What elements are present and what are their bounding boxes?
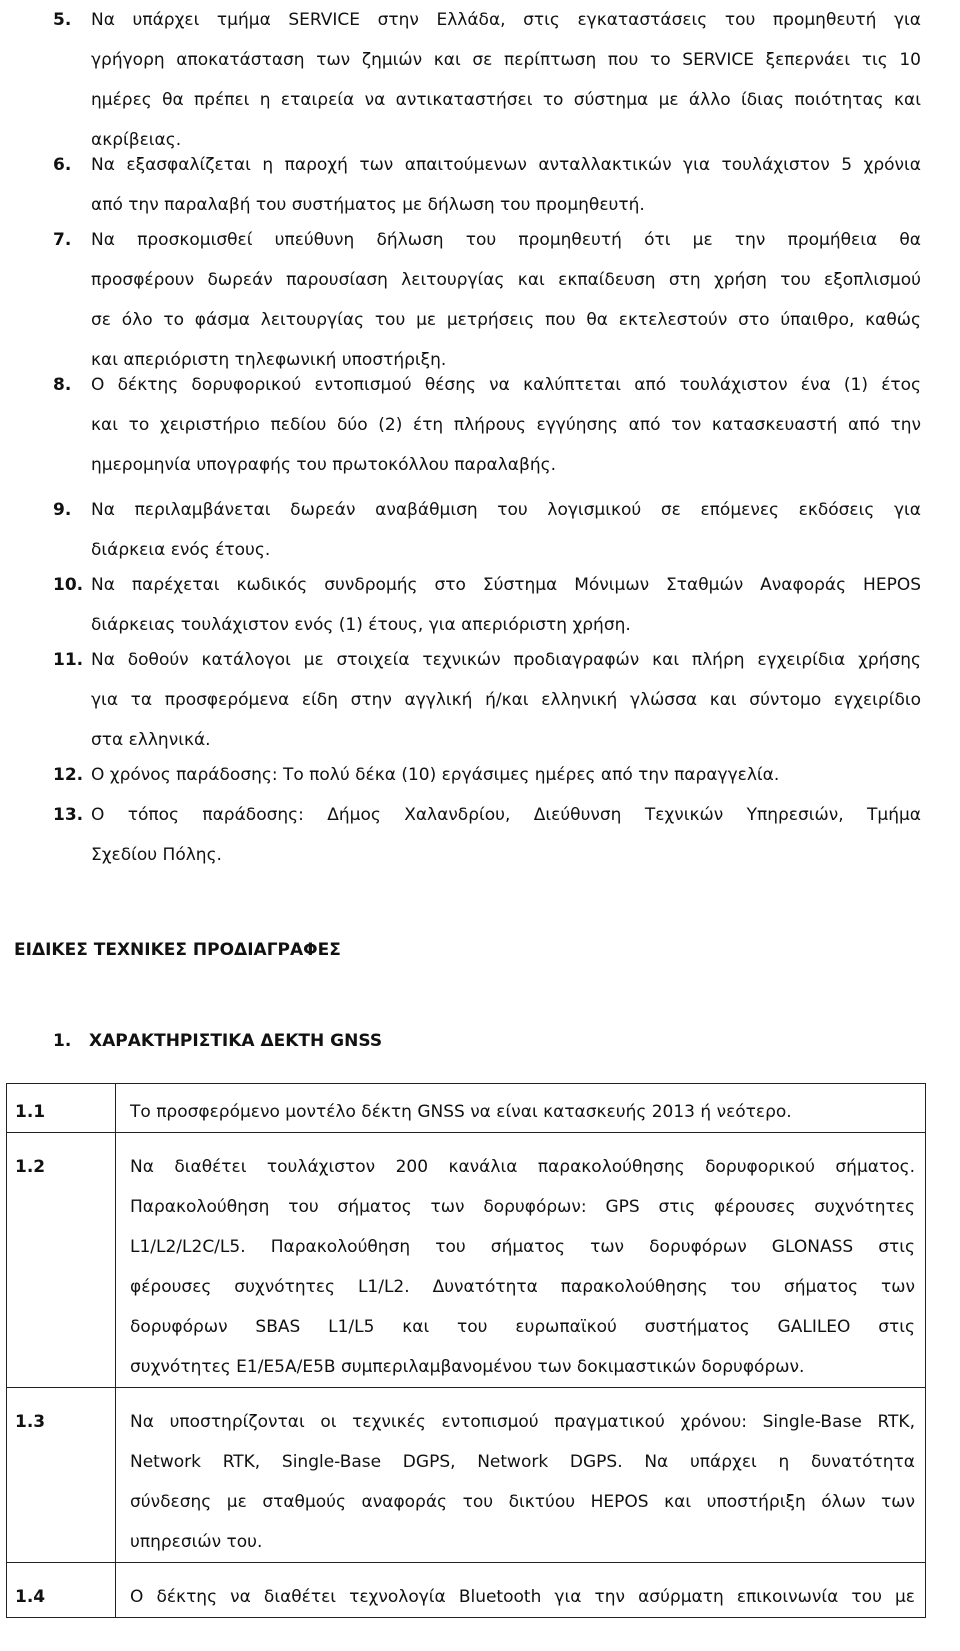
text-line <box>53 490 921 530</box>
spec-line: L1/L2/L2C/L5. Παρακολούθηση του σήματος των δορυφόρων GLONASS στις <box>130 1237 915 1257</box>
text-line <box>53 720 921 760</box>
list-item <box>53 145 921 225</box>
list-item-text: Ο δέκτης δορυφορικού εντοπισμού θέσης να καλύπτεται από τουλάχιστον ένα (1) έτος <box>91 375 921 395</box>
list-item-text: ημέρες θα πρέπει η εταιρεία να αντικαταστήσει το σύστημα με άλλο ίδιας ποιότητας και <box>91 90 921 110</box>
spec-line: σύνδεσης με σταθμούς αναφοράς του δικτύου HEPOS και υποστήριξη όλων των <box>130 1492 915 1512</box>
list-item-text: Να υπάρχει τμήμα SERVICE στην Ελλάδα, στις εγκαταστάσεις του προμηθευτή για <box>91 10 921 30</box>
list-item-number: 13. <box>53 805 84 825</box>
list-item-text: ακρίβειας. <box>91 130 182 150</box>
list-item-number: 11. <box>53 650 84 670</box>
spec-line: υπηρεσιών του. <box>130 1532 263 1552</box>
list-item-number: 5. <box>53 10 72 30</box>
list-item-text: Σχεδίου Πόλης. <box>91 845 222 865</box>
list-item-number: 7. <box>53 230 72 250</box>
list-item-text: ημερομηνία υπογραφής του πρωτοκόλλου παραλαβής. <box>91 455 556 475</box>
spec-description <box>116 1563 926 1618</box>
text-line <box>53 0 921 40</box>
spec-line: Ο δέκτης να διαθέτει τεχνολογία Bluetooth για την ασύρματη επικοινωνία του με <box>130 1587 915 1607</box>
list-item-text: από την παραλαβή του συστήματος με δήλωση του προμηθευτή. <box>91 195 645 215</box>
list-item-text: Να δοθούν κατάλογοι με στοιχεία τεχνικών προδιαγραφών και πλήρη εγχειρίδια χρήσης <box>91 650 921 670</box>
spec-line: Να διαθέτει τουλάχιστον 200 κανάλια παρακολούθησης δορυφορικού σήματος. <box>130 1157 915 1177</box>
list-item-text: προσφέρουν δωρεάν παρουσίαση λειτουργίας και εκπαίδευση στη χρήση του εξοπλισμού <box>91 270 921 290</box>
spec-line: φέρουσες συχνότητες L1/L2. Δυνατότητα παρακολούθησης του σήματος των <box>130 1277 915 1297</box>
spec-line: συχνότητες E1/E5A/E5B συμπεριλαμβανομένου των δοκιμαστικών δορυφόρων. <box>130 1357 805 1377</box>
list-item-number: 10. <box>53 575 84 595</box>
spec-code: 1.2 <box>7 1133 116 1388</box>
list-item-number: 9. <box>53 500 72 520</box>
list-item <box>53 755 921 795</box>
list-item-text: γρήγορη αποκατάσταση των ζημιών και σε περίπτωση που το SERVICE ξεπερνάει τις 10 <box>91 50 921 70</box>
list-item-text: Να παρέχεται κωδικός συνδρομής στο Σύστημα Μόνιμων Σταθμών Αναφοράς HEPOS <box>91 575 921 595</box>
spec-line: Network RTK, Single-Base DGPS, Network DGPS. Να υπάρχει η δυνατότητα <box>130 1452 915 1472</box>
spec-description <box>116 1388 926 1563</box>
list-item-text: και το χειριστήριο πεδίου δύο (2) έτη πλήρους εγγύησης από τον κατασκευαστή από την <box>91 415 921 435</box>
table-row <box>7 1388 926 1563</box>
list-item-text: Να εξασφαλίζεται η παροχή των απαιτούμενων ανταλλακτικών για τουλάχιστον 5 χρόνια <box>91 155 921 175</box>
list-item-number: 12. <box>53 765 84 785</box>
list-item-text: διάρκεια ενός έτους. <box>91 540 271 560</box>
text-line <box>53 640 921 680</box>
list-item-text: Ο χρόνος παράδοσης: Το πολύ δέκα (10) εργάσιμες ημέρες από την παραγγελία. <box>91 765 780 785</box>
text-line <box>53 40 921 80</box>
list-item <box>53 795 921 875</box>
list-item-text: Να προσκομισθεί υπεύθυνη δήλωση του προμηθευτή ότι με την προμήθεια θα <box>91 230 921 250</box>
text-line <box>53 405 921 445</box>
list-item <box>53 565 921 645</box>
spec-code: 1.3 <box>7 1388 116 1563</box>
text-line <box>53 145 921 185</box>
list-item <box>53 365 921 485</box>
list-item <box>53 220 921 380</box>
table-row <box>7 1563 926 1618</box>
list-item-text: και απεριόριστη τηλεφωνική υποστήριξη. <box>91 350 447 370</box>
list-item-text: Να περιλαμβάνεται δωρεάν αναβάθμιση του λογισμικού σε επόμενες εκδόσεις για <box>91 500 921 520</box>
list-item-text: στα ελληνικά. <box>91 730 211 750</box>
list-item-text: διάρκειας τουλάχιστον ενός (1) έτους, για απεριόριστη χρήση. <box>91 615 631 635</box>
text-line <box>53 755 921 795</box>
text-line <box>53 605 921 645</box>
spec-code: 1.1 <box>7 1084 116 1133</box>
text-line <box>53 80 921 120</box>
spec-code: 1.4 <box>7 1563 116 1618</box>
list-item-text: για τα προσφερόμενα είδη στην αγγλική ή/και ελληνική γλώσσα και σύντομο εγχειρίδιο <box>91 690 921 710</box>
list-item-number: 8. <box>53 375 72 395</box>
list-item-text: Ο τόπος παράδοσης: Δήμος Χαλανδρίου, Διεύθυνση Τεχνικών Υπηρεσιών, Τμήμα <box>91 805 921 825</box>
spec-description <box>116 1084 926 1133</box>
spec-line: Να υποστηρίζονται οι τεχνικές εντοπισμού πραγματικού χρόνου: Single-Base RTK, <box>130 1412 915 1432</box>
list-item-number: 6. <box>53 155 72 175</box>
text-line <box>53 565 921 605</box>
text-line <box>53 300 921 340</box>
spec-line: Το προσφερόμενο μοντέλο δέκτη GNSS να είναι κατασκευής 2013 ή νεότερο. <box>130 1102 792 1122</box>
subsection-heading: 1. ΧΑΡΑΚΤΗΡΙΣΤΙΚΑ ΔΕΚΤΗ GNSS <box>53 1031 383 1051</box>
list-item <box>53 0 921 160</box>
list-item <box>53 640 921 760</box>
text-line <box>53 530 921 570</box>
spec-line: δορυφόρων SBAS L1/L5 και του ευρωπαϊκού συστήματος GALILEO στις <box>130 1317 915 1337</box>
table-row <box>7 1084 926 1133</box>
spec-description <box>116 1133 926 1388</box>
text-line <box>53 680 921 720</box>
text-line <box>53 185 921 225</box>
text-line <box>53 835 921 875</box>
text-line <box>53 260 921 300</box>
spec-line: Παρακολούθηση του σήματος των δορυφόρων: GPS στις φέρουσες συχνότητες <box>130 1197 915 1217</box>
text-line <box>53 445 921 485</box>
section-heading: ΕΙΔΙΚΕΣ ΤΕΧΝΙΚΕΣ ΠΡΟΔΙΑΓΡΑΦΕΣ <box>14 940 341 960</box>
spec-table <box>6 1083 926 1618</box>
text-line <box>53 365 921 405</box>
table-row <box>7 1133 926 1388</box>
list-item <box>53 490 921 570</box>
list-item-text: σε όλο το φάσμα λειτουργίας του με μετρήσεις που θα εκτελεστούν στο ύπαιθρο, καθώς <box>91 310 921 330</box>
text-line <box>53 795 921 835</box>
text-line <box>53 220 921 260</box>
